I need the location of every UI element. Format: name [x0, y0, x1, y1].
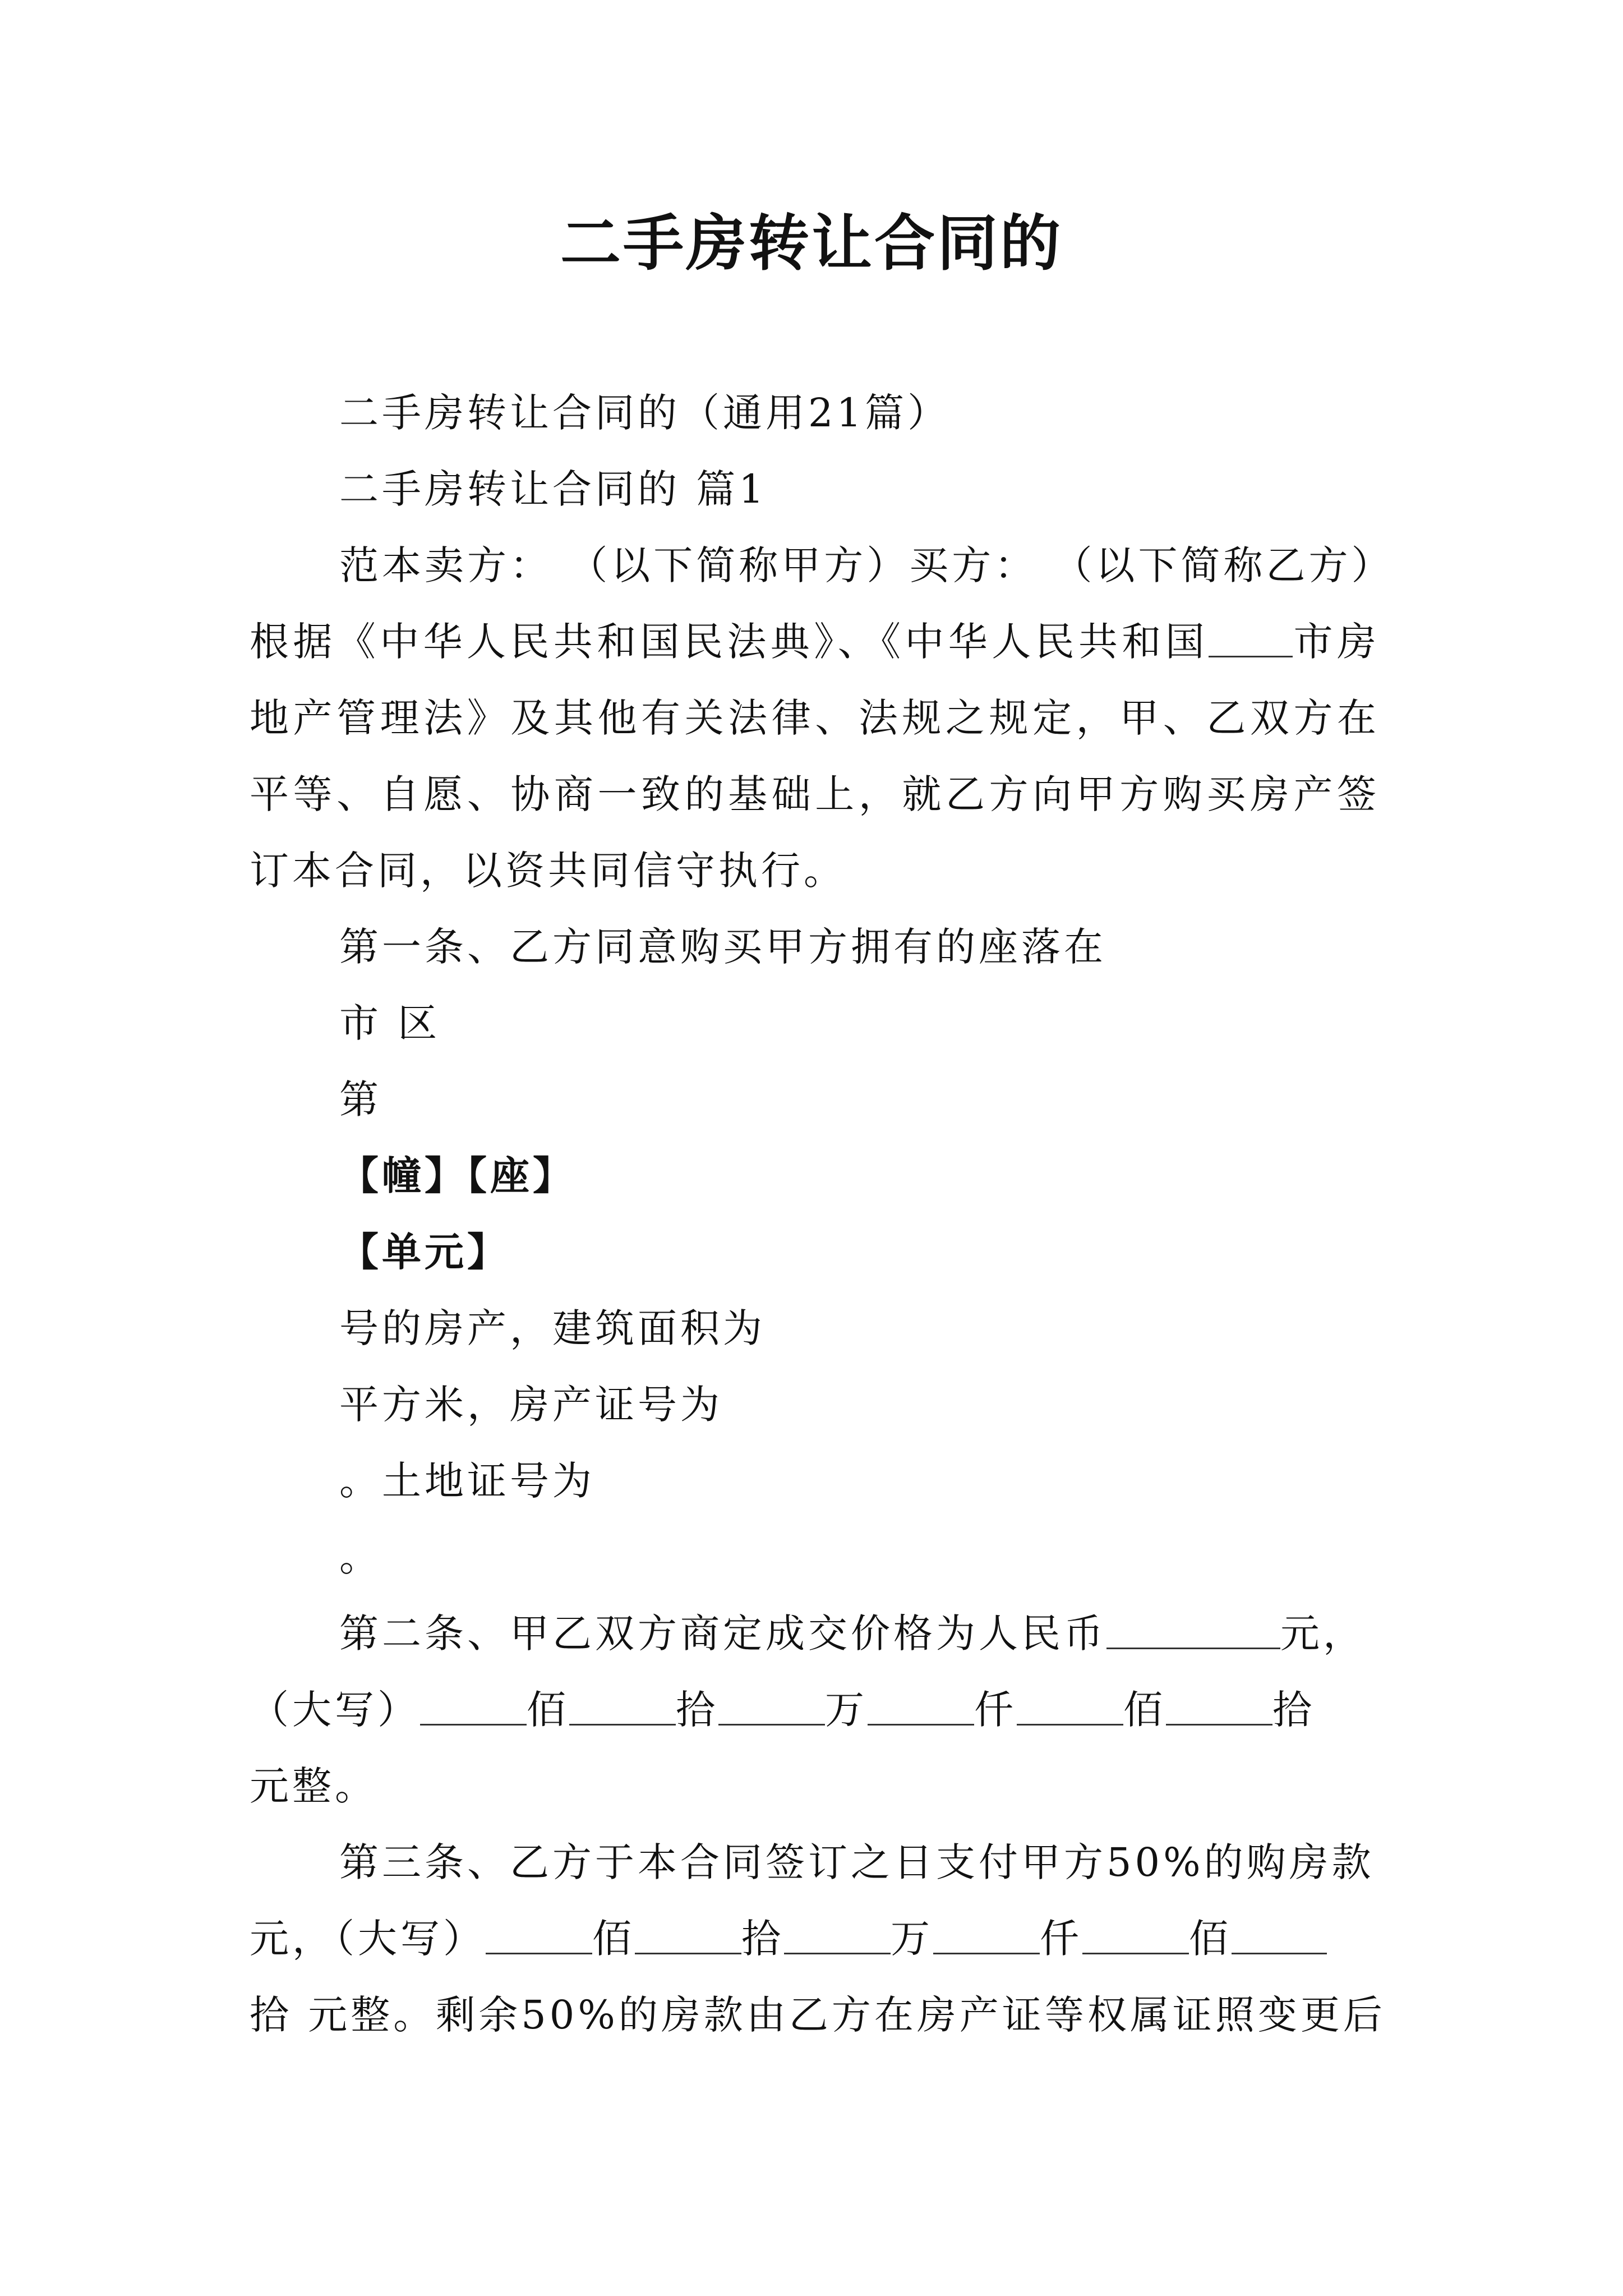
blank-amount [486, 1917, 592, 1954]
document-body [250, 375, 1394, 2053]
article3-line-2 [250, 1901, 1380, 1977]
article2-word: 拾 [1272, 1687, 1315, 1733]
intro-line-2 [250, 604, 1380, 680]
article1-line-6: 号的房产，建筑面积为 [339, 1305, 766, 1351]
article3-word: 元，（大写） [250, 1916, 486, 1962]
blank-amount [1082, 1917, 1189, 1954]
article1-line-9: 。 [339, 1534, 382, 1580]
article1-line-8: 。土地证号为 [339, 1458, 595, 1504]
subtitle: 二手房转让合同的（通用21篇） [339, 390, 951, 436]
article3-word: 佰 [592, 1916, 635, 1962]
intro-line-4: 平等、自愿、协商一致的基础上，就乙方向甲方购买房产签 [250, 771, 1380, 817]
intro-text-1: 范本卖方： （以下简称甲方）买方： （以下简称乙方） [339, 542, 1394, 588]
article1-line-3: 第 [339, 1076, 382, 1122]
article3-word: 仟 [1040, 1916, 1082, 1962]
document-title: 二手房转让合同的 [560, 209, 1063, 279]
intro-line-1 [250, 527, 1394, 604]
blank-city [1209, 620, 1293, 657]
article2-line-1 [250, 1595, 1380, 1672]
blank-amount [784, 1917, 891, 1954]
article3-word: 拾 [741, 1916, 784, 1962]
blank-price [1106, 1612, 1280, 1649]
article2-word: 佰 [527, 1687, 569, 1733]
article2-line-2 [250, 1672, 1380, 1748]
article1-line-7: 平方米，房产证号为 [339, 1382, 723, 1428]
article2-line-3: 元整。 [250, 1763, 377, 1809]
article2-text-1a: 第二条、甲乙双方商定成交价格为人民币 [339, 1611, 1106, 1657]
blank-amount [868, 1688, 974, 1726]
article2-word: 佰 [1123, 1687, 1166, 1733]
article3-word: 万 [891, 1916, 933, 1962]
article2-word: 仟 [974, 1687, 1017, 1733]
article2-word: 万 [825, 1687, 868, 1733]
blank-amount [718, 1688, 825, 1726]
intro-line-3: 地产管理法》及其他有关法律、法规之规定，甲、乙双方在 [250, 695, 1380, 741]
article3-word: 佰 [1189, 1916, 1232, 1962]
intro-text-2b: 市房 [1293, 619, 1380, 665]
blank-amount [1017, 1688, 1123, 1726]
article2-text-1b: 元， [1280, 1611, 1366, 1657]
article3-line-1: 第三条、乙方于本合同签订之日支付甲方50%的购房款 [339, 1839, 1375, 1885]
article1-line-1: 第一条、乙方同意购买甲方拥有的座落在 [339, 924, 1106, 970]
article2-word: 拾 [676, 1687, 718, 1733]
article1-line-5: 【单元】 [339, 1228, 510, 1275]
blank-amount [420, 1688, 527, 1726]
intro-line-5: 订本合同，以资共同信守执行。 [250, 848, 846, 894]
intro-text-2a: 根据《中华人民共和国民法典》、《中华人民共和国 [250, 619, 1209, 665]
article1-line-4: 【幢】【座】 [339, 1152, 575, 1199]
article3-line-3: 拾 元整。剩余50%的房款由乙方在房产证等权属证照变更后 [250, 1992, 1386, 2038]
section-heading: 二手房转让合同的 篇1 [339, 466, 767, 512]
blank-amount [569, 1688, 676, 1726]
blank-amount [933, 1917, 1040, 1954]
blank-amount [635, 1917, 741, 1954]
blank-amount [1232, 1917, 1327, 1954]
article1-line-2: 市 区 [339, 1000, 441, 1046]
article2-word: （大写） [250, 1687, 420, 1733]
blank-amount [1166, 1688, 1272, 1726]
